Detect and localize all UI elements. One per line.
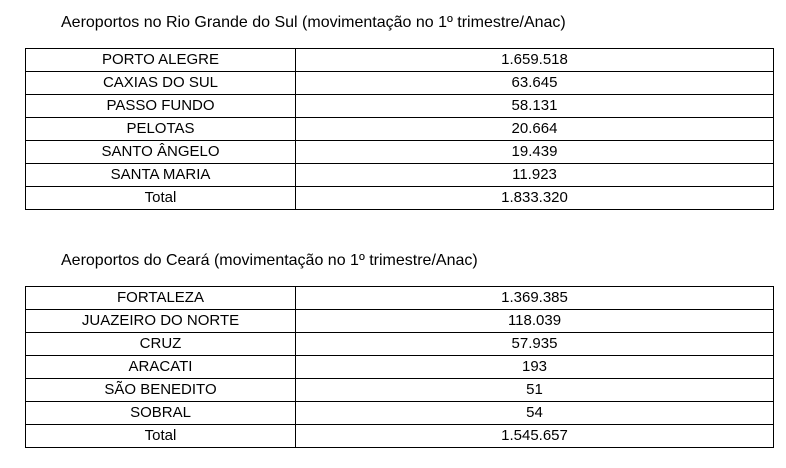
airport-name-cell: SÃO BENEDITO bbox=[26, 379, 296, 402]
rio-grande-do-sul-table bbox=[25, 48, 774, 210]
table-row bbox=[26, 95, 774, 118]
table-row bbox=[26, 49, 774, 72]
airport-name-cell: SOBRAL bbox=[26, 402, 296, 425]
movement-value-cell: 118.039 bbox=[296, 310, 774, 333]
table-row bbox=[26, 141, 774, 164]
total-value-cell: 1.545.657 bbox=[296, 425, 774, 448]
table-row bbox=[26, 402, 774, 425]
movement-value-cell: 20.664 bbox=[296, 118, 774, 141]
airport-name-cell: PASSO FUNDO bbox=[26, 95, 296, 118]
total-label-cell: Total bbox=[26, 187, 296, 210]
movement-value-cell: 193 bbox=[296, 356, 774, 379]
airport-name-cell: JUAZEIRO DO NORTE bbox=[26, 310, 296, 333]
movement-value-cell: 1.369.385 bbox=[296, 287, 774, 310]
total-value-cell: 1.833.320 bbox=[296, 187, 774, 210]
total-row bbox=[26, 425, 774, 448]
table-row bbox=[26, 356, 774, 379]
ceara-caption: Aeroportos do Ceará (movimentação no 1º trimestre/Anac) bbox=[61, 252, 478, 269]
airport-name-cell: ARACATI bbox=[26, 356, 296, 379]
table-row bbox=[26, 379, 774, 402]
movement-value-cell: 63.645 bbox=[296, 72, 774, 95]
airport-name-cell: FORTALEZA bbox=[26, 287, 296, 310]
movement-value-cell: 11.923 bbox=[296, 164, 774, 187]
movement-value-cell: 19.439 bbox=[296, 141, 774, 164]
table-row bbox=[26, 164, 774, 187]
total-row bbox=[26, 187, 774, 210]
airport-name-cell: SANTA MARIA bbox=[26, 164, 296, 187]
movement-value-cell: 1.659.518 bbox=[296, 49, 774, 72]
rio-grande-do-sul-caption: Aeroportos no Rio Grande do Sul (movimentação no 1º trimestre/Anac) bbox=[61, 14, 566, 31]
airport-name-cell: SANTO ÂNGELO bbox=[26, 141, 296, 164]
table-row bbox=[26, 287, 774, 310]
movement-value-cell: 58.131 bbox=[296, 95, 774, 118]
airport-name-cell: PELOTAS bbox=[26, 118, 296, 141]
table-row bbox=[26, 310, 774, 333]
table-row bbox=[26, 72, 774, 95]
table-row bbox=[26, 333, 774, 356]
airport-name-cell: CAXIAS DO SUL bbox=[26, 72, 296, 95]
total-label-cell: Total bbox=[26, 425, 296, 448]
airport-name-cell: PORTO ALEGRE bbox=[26, 49, 296, 72]
movement-value-cell: 57.935 bbox=[296, 333, 774, 356]
movement-value-cell: 54 bbox=[296, 402, 774, 425]
airport-name-cell: CRUZ bbox=[26, 333, 296, 356]
table-row bbox=[26, 118, 774, 141]
movement-value-cell: 51 bbox=[296, 379, 774, 402]
ceara-table bbox=[25, 286, 774, 448]
